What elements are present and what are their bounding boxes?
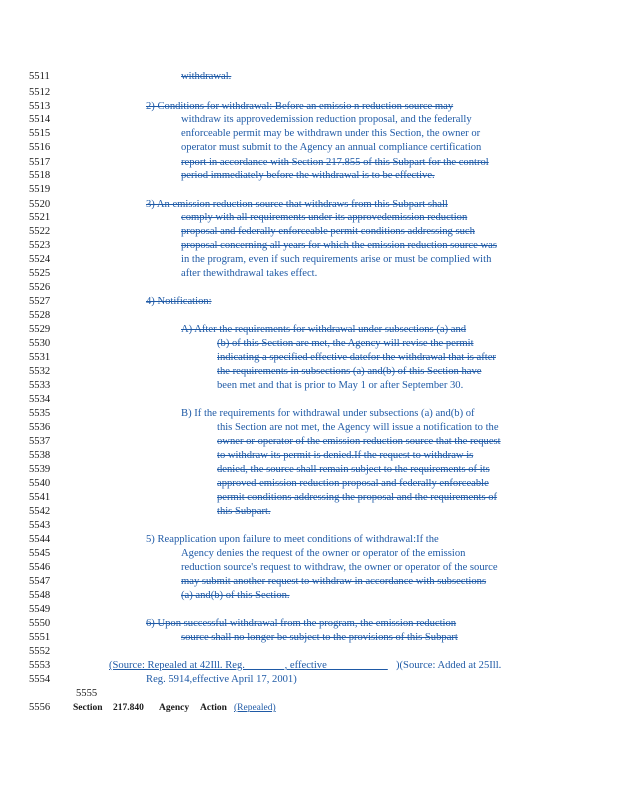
line-number: 5556 <box>29 702 51 713</box>
line-number: 5547 <box>29 576 51 587</box>
text-line: may submit another request to withdraw in accordance with subsections <box>181 576 487 587</box>
line-number: 5516 <box>29 142 51 153</box>
line-number: 5534 <box>29 394 51 405</box>
text-line: in the program, even if such requirements arise or must be complied with <box>181 254 492 265</box>
text-line: 2) Conditions for withdrawal: Before an emissio n reduction source may <box>146 101 454 112</box>
line-number: 5535 <box>29 408 51 419</box>
line-number: 5527 <box>29 296 51 307</box>
text-line: to withdraw its permit is denied.If the request to withdraw is <box>217 450 474 461</box>
section-title-word: Action <box>200 703 227 713</box>
line-number: 5525 <box>29 268 51 279</box>
line-number: 5539 <box>29 464 51 475</box>
text-line: period immediately before the withdrawal is to be effective. <box>181 170 435 181</box>
text-line: operator must submit to the Agency an annual compliance certification <box>181 142 482 153</box>
line-number: 5517 <box>29 157 51 168</box>
section-title-word: Agency <box>159 703 190 713</box>
line-number: 5522 <box>29 226 51 237</box>
line-number: 5549 <box>29 604 51 615</box>
source-note-repealed: (Source: Repealed at 42Ill. Reg. _______, effective ___________ <box>109 660 388 671</box>
repealed-status: (Repealed) <box>234 703 276 713</box>
text-line: withdrawal. <box>181 71 232 82</box>
text-line: (b) of this Section are met, the Agency will revise the permit <box>217 338 474 349</box>
text-line: withdraw its approvedemission reduction proposal, and the federally <box>181 114 472 125</box>
line-number: 5554 <box>29 674 51 685</box>
line-number: 5528 <box>29 310 51 321</box>
text-line: indicating a specified effective datefor the withdrawal that is after <box>217 352 496 363</box>
text-line: this Subpart. <box>217 506 271 517</box>
text-line: report in accordance with Section 217.855 of this Subpart for the control <box>181 157 489 168</box>
text-line: this Section are not met, the Agency will issue a notification to the <box>217 422 499 433</box>
line-number: 5532 <box>29 366 51 377</box>
line-number: 5546 <box>29 562 51 573</box>
text-line: been met and that is prior to May 1 or after September 30. <box>217 380 464 391</box>
line-number: 5552 <box>29 646 51 657</box>
line-number: 5555 <box>76 688 98 699</box>
line-number: 5543 <box>29 520 51 531</box>
line-number: 5515 <box>29 128 51 139</box>
line-number: 5518 <box>29 170 51 181</box>
text-line: permit conditions addressing the proposal and the requirements of <box>217 492 498 503</box>
text-line: reduction source's request to withdraw, the owner or operator of the source <box>181 562 498 573</box>
line-number: 5540 <box>29 478 51 489</box>
line-number: 5533 <box>29 380 51 391</box>
text-line: (a) and(b) of this Section. <box>181 590 290 601</box>
line-number: 5514 <box>29 114 51 125</box>
line-number: 5538 <box>29 450 51 461</box>
line-number: 5542 <box>29 506 51 517</box>
line-number: 5536 <box>29 422 51 433</box>
text-line: approved emission reduction proposal and federally enforceable <box>217 478 489 489</box>
text-line: comply with all requirements under its approvedemission reduction <box>181 212 468 223</box>
line-number: 5531 <box>29 352 51 363</box>
line-number: 5529 <box>29 324 51 335</box>
line-number: 5541 <box>29 492 51 503</box>
text-line: owner or operator of the emission reduction source that the request <box>217 436 501 447</box>
text-line: B) If the requirements for withdrawal under subsections (a) and(b) of <box>181 408 475 419</box>
line-number: 5523 <box>29 240 51 251</box>
text-line: 3) An emission reduction source that withdraws from this Subpart shall <box>146 199 448 210</box>
text-line: the requirements in subsections (a) and(b) of this Section have <box>217 366 482 377</box>
line-number: 5519 <box>29 184 51 195</box>
line-number: 5537 <box>29 436 51 447</box>
line-number: 5511 <box>29 71 50 82</box>
line-number: 5524 <box>29 254 51 265</box>
line-number: 5553 <box>29 660 51 671</box>
text-line: 4) Notification: <box>146 296 212 307</box>
line-number: 5548 <box>29 590 51 601</box>
line-number: 5526 <box>29 282 51 293</box>
section-label: Section <box>73 703 103 713</box>
line-number: 5520 <box>29 199 51 210</box>
source-note-added: )(Source: Added at 25Ill. <box>396 660 502 671</box>
line-number: 5512 <box>29 87 51 98</box>
line-number: 5521 <box>29 212 51 223</box>
text-line: proposal and federally enforceable permit conditions addressing such <box>181 226 475 237</box>
text-line: A) After the requirements for withdrawal under subsections (a) and <box>181 324 467 335</box>
line-number: 5530 <box>29 338 51 349</box>
text-line: 6) Upon successful withdrawal from the program, the emission reduction <box>146 618 457 629</box>
text-line: enforceable permit may be withdrawn under this Section, the owner or <box>181 128 481 139</box>
line-number: 5545 <box>29 548 51 559</box>
text-line: proposal concerning all years for which the emission reduction source was <box>181 240 497 251</box>
text-line: after thewithdrawal takes effect. <box>181 268 318 279</box>
text-line: Agency denies the request of the owner or operator of the emission <box>181 548 466 559</box>
source-note-continued: Reg. 5914,effective April 17, 2001) <box>146 674 297 685</box>
line-number: 5513 <box>29 101 51 112</box>
text-line: source shall no longer be subject to the provisions of this Subpart <box>181 632 458 643</box>
line-number: 5544 <box>29 534 51 545</box>
line-number: 5550 <box>29 618 51 629</box>
line-number: 5551 <box>29 632 51 643</box>
text-line: 5) Reapplication upon failure to meet conditions of withdrawal:If the <box>146 534 439 545</box>
section-number: 217.840 <box>113 703 144 713</box>
text-line: denied, the source shall remain subject to the requirements of its <box>217 464 490 475</box>
